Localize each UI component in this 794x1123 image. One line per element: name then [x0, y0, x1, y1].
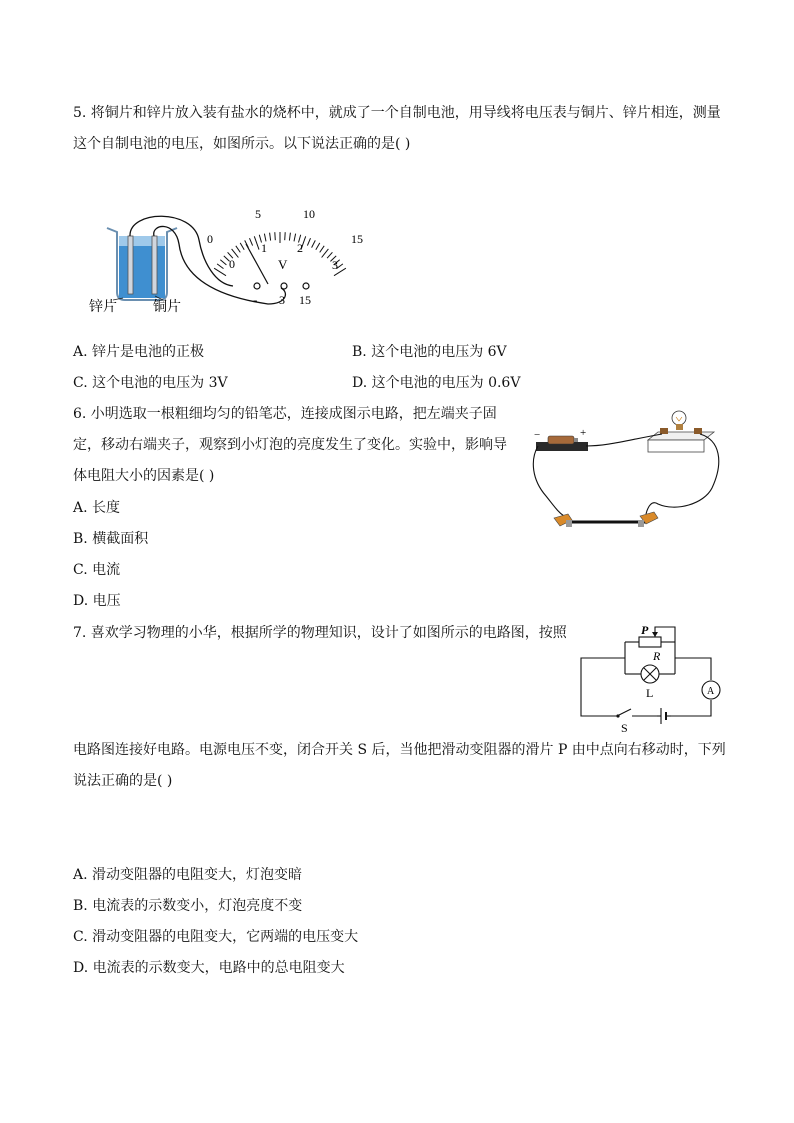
lamp-l-icon: [641, 665, 659, 683]
q6-option-d: D. 电压: [73, 593, 121, 609]
scale-15: 15: [351, 232, 363, 246]
zinc-label: 锌片: [89, 300, 117, 315]
term-3-label: 3: [279, 293, 285, 307]
beaker-icon: [107, 228, 177, 300]
battery-icon: [661, 708, 666, 724]
battery-plus: +: [580, 427, 587, 439]
q5-option-c: C. 这个电池的电压为 3V: [73, 375, 228, 391]
label-p: P: [641, 623, 649, 637]
terminal-3: [281, 283, 287, 289]
term-neg-label: -: [253, 292, 258, 307]
q7-line3: 说法正确的是( ): [73, 773, 173, 789]
zinc-plate: [128, 236, 133, 294]
scale-tick: [250, 238, 253, 245]
q6-line3: 体电阻大小的因素是( ): [73, 468, 215, 484]
q6-line1: 6. 小明选取一根粗细均匀的铅笔芯，连接成图示电路，把左端夹子固: [73, 406, 497, 422]
scale-tick: [294, 234, 296, 242]
q7-option-b: B. 电流表的示数变小，灯泡亮度不变: [73, 898, 303, 914]
q6-option-a: A. 长度: [73, 500, 121, 516]
scale-tick: [275, 232, 276, 240]
scale-tick: [214, 268, 226, 276]
q6-option-c: C. 电流: [73, 562, 121, 578]
right-clip-icon: [638, 512, 658, 527]
wire-left: [533, 446, 564, 516]
light-bulb-icon: [672, 411, 686, 430]
switch-s: [619, 709, 631, 715]
term-15-label: 15: [299, 293, 311, 307]
scale-10: 10: [303, 207, 315, 221]
label-l: L: [646, 686, 654, 700]
scale-tick: [322, 249, 329, 258]
q7-option-d: D. 电流表的示数变大，电路中的总电阻变大: [73, 960, 345, 976]
q7-circuit-diagram: [577, 620, 727, 738]
q7-line1: 7. 喜欢学习物理的小华，根据所学的物理知识，设计了如图所示的电路图，按照: [73, 625, 567, 641]
small-0: 0: [229, 257, 235, 271]
battery-minus: −: [534, 429, 541, 441]
scale-tick: [270, 233, 271, 241]
q5-option-a: A. 锌片是电池的正极: [73, 344, 205, 360]
q7-option-a: A. 滑动变阻器的电阻变大，灯泡变暗: [73, 867, 303, 883]
q6-line2: 定，移动右端夹子，观察到小灯泡的亮度发生了变化。实验中，影响导: [73, 437, 507, 453]
q6-pencil-lead-circuit-figure: [528, 400, 728, 535]
scale-tick: [312, 240, 316, 247]
label-a: A: [707, 686, 715, 697]
copper-label: 铜片: [153, 300, 181, 315]
q6-option-b: B. 横截面积: [73, 531, 149, 547]
battery-icon: [548, 436, 574, 444]
terminal-neg: [254, 283, 260, 289]
scale-tick: [220, 260, 226, 265]
scale-tick: [254, 236, 259, 249]
scale-tick: [240, 243, 244, 250]
scale-5: 5: [255, 207, 261, 221]
small-2: 2: [297, 241, 303, 255]
scale-0: 0: [207, 232, 213, 246]
scale-tick: [289, 233, 290, 241]
q5-option-d: D. 这个电池的电压为 0.6V: [352, 375, 521, 391]
scale-tick: [236, 246, 241, 253]
copper-plate: [152, 236, 157, 294]
small-1: 1: [261, 241, 267, 255]
q5-line2: 这个自制电池的电压，如图所示。以下说法正确的是( ): [73, 136, 411, 152]
q5-option-b: B. 这个电池的电压为 6V: [352, 344, 507, 360]
scale-tick: [285, 232, 286, 240]
q7-option-c: C. 滑动变阻器的电阻变大，它两端的电压变大: [73, 929, 359, 945]
small-3: 3: [332, 258, 338, 272]
scale-tick: [307, 238, 310, 245]
scale-tick: [217, 264, 223, 269]
terminal-15: [303, 283, 309, 289]
q5-voltmeter-battery-figure: [83, 200, 383, 320]
rheostat-r: [639, 637, 661, 647]
slider-p-arrow: [652, 632, 658, 637]
q7-line2: 电路图连接好电路。电源电压不变，闭合开关 S 后，当他把滑动变阻器的滑片 P 由中点向右移动时，下列: [73, 742, 726, 758]
left-clip-icon: [554, 514, 572, 527]
scale-tick: [320, 246, 325, 253]
unit-v: V: [278, 257, 288, 272]
q5-line1: 5. 将铜片和锌片放入装有盐水的烧杯中，就成了一个自制电池，用导线将电压表与铜片、锌片相连，测量: [73, 105, 721, 121]
scale-tick: [316, 243, 320, 250]
label-r: R: [653, 649, 661, 663]
label-s: S: [621, 721, 628, 735]
